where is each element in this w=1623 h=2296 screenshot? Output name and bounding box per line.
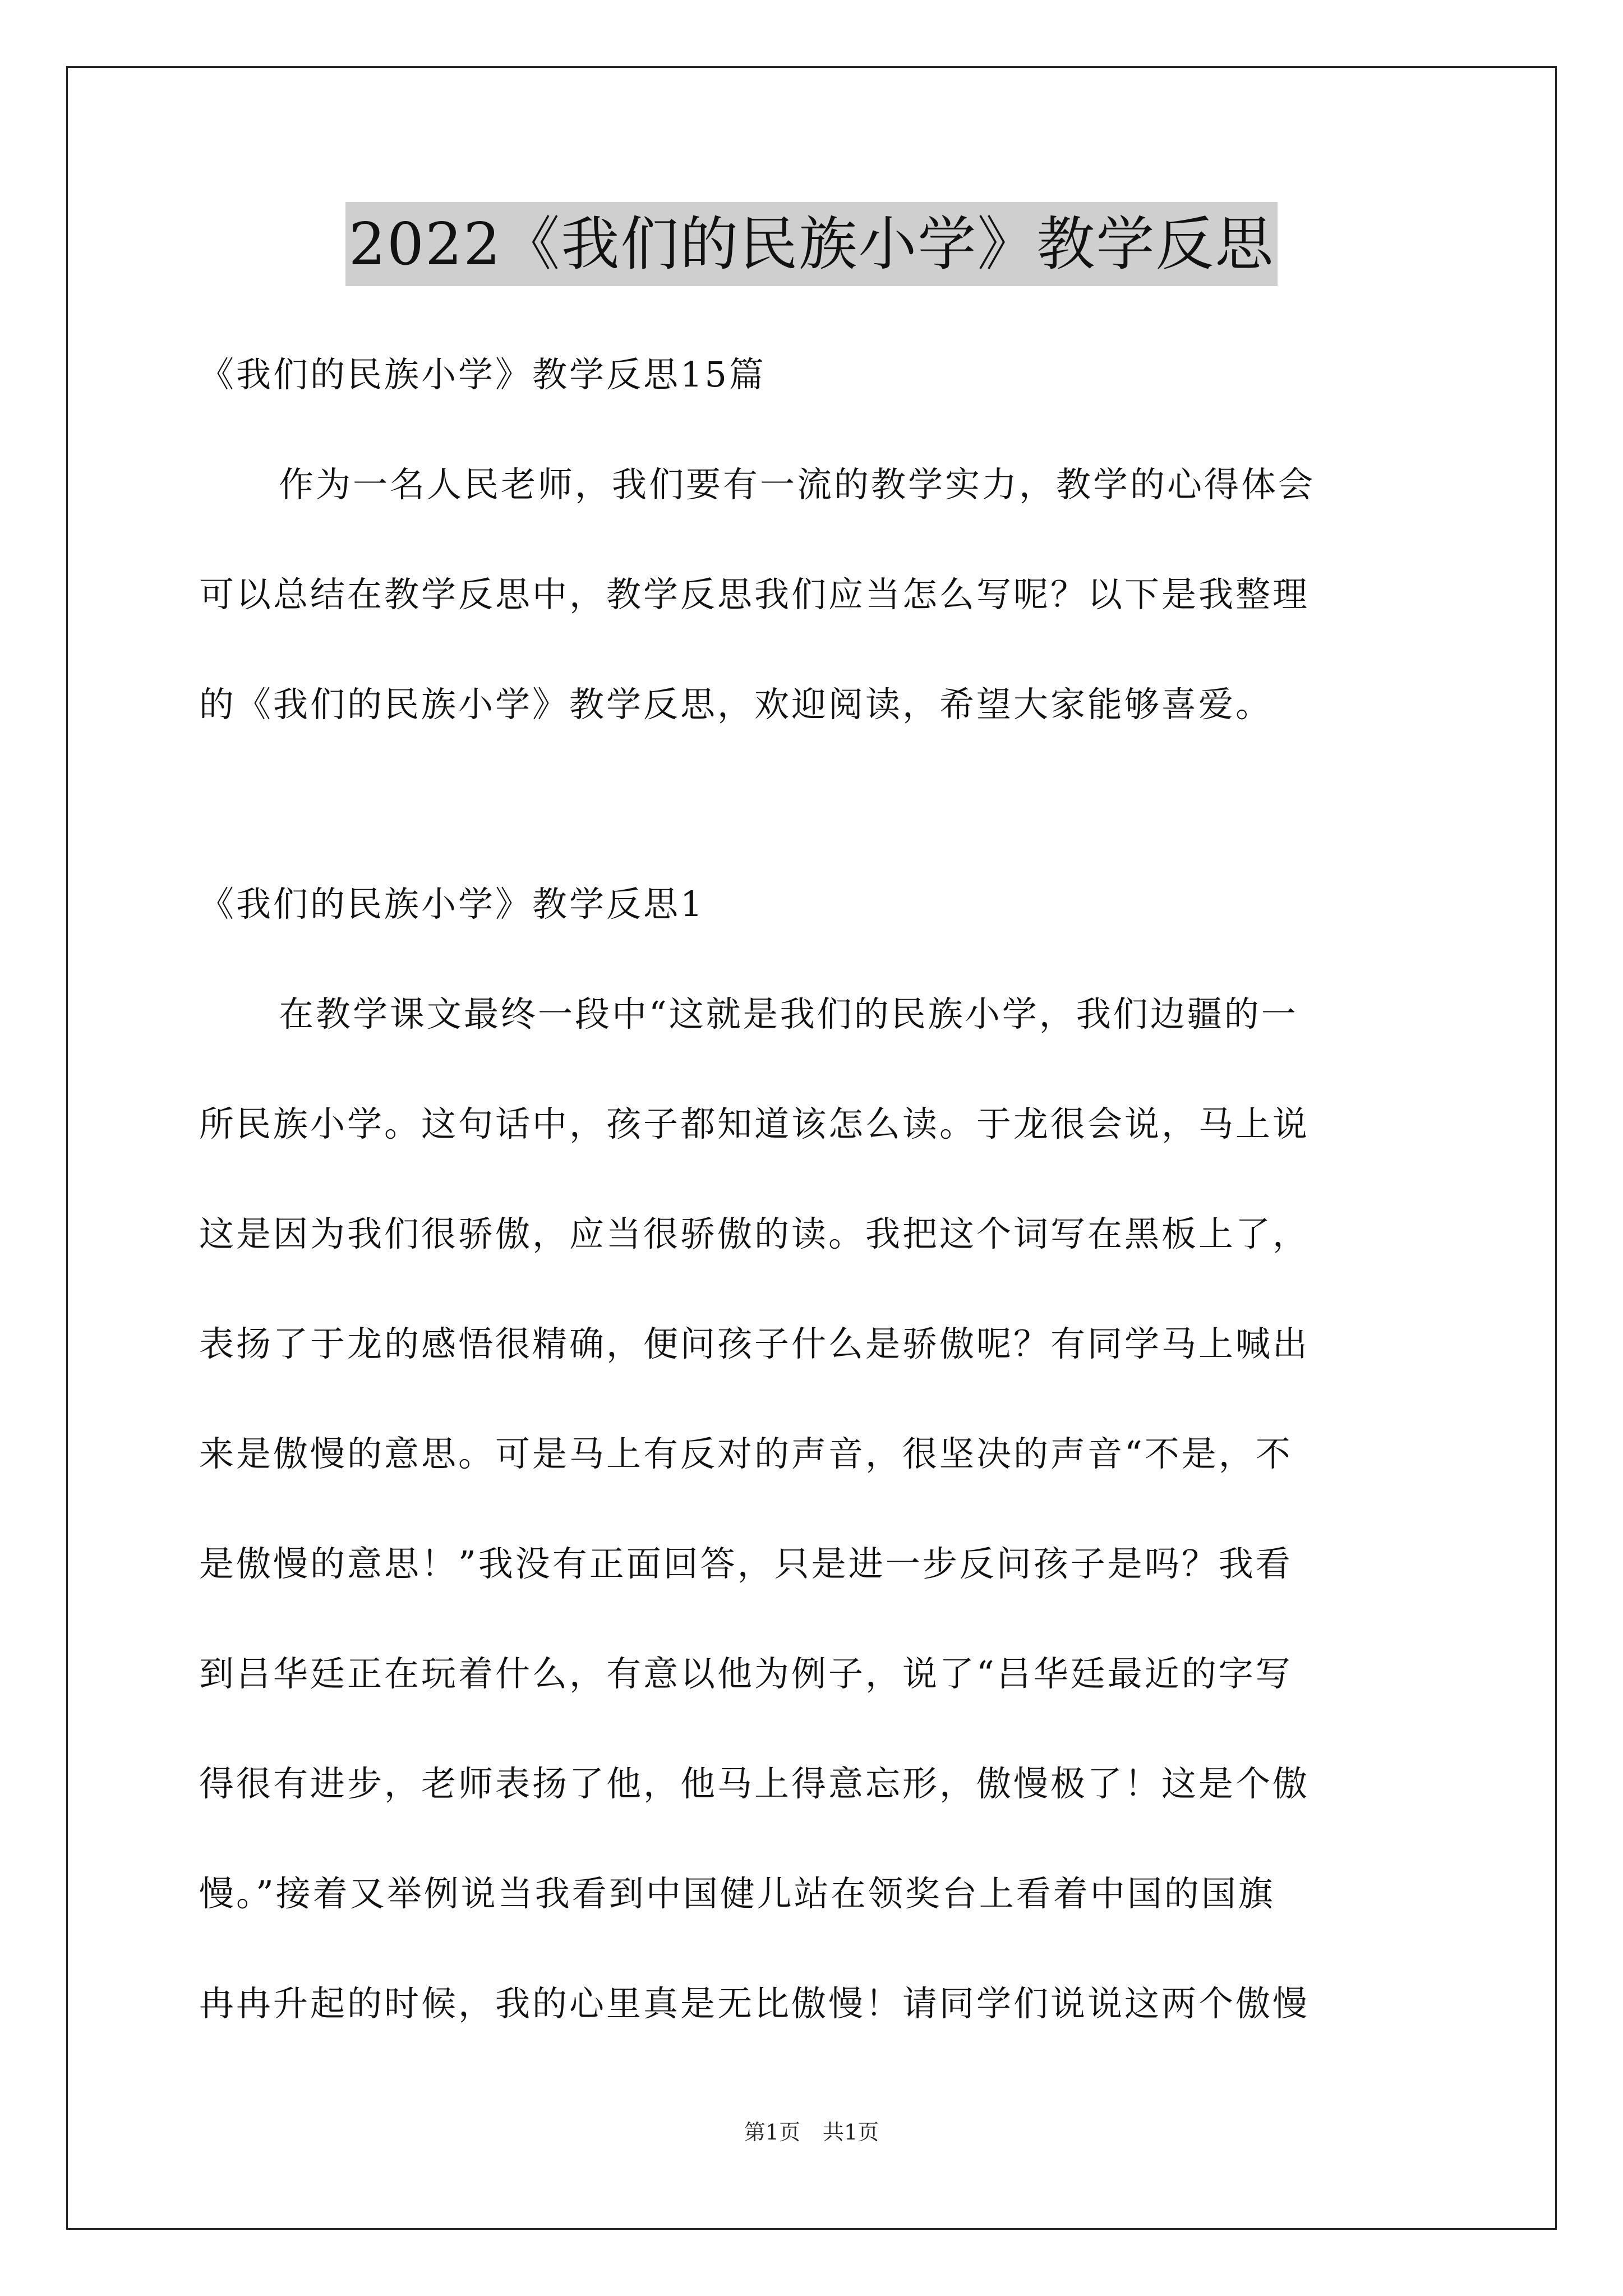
body-line: 表扬了于龙的感悟很精确，便问孩子什么是骄傲呢？有同学马上喊出 <box>199 1323 1310 1364</box>
section-heading: 《我们的民族小学》教学反思1 <box>199 884 705 924</box>
paragraph-gap <box>199 760 1427 849</box>
body-line: 冉冉升起的时候，我的心里真是无比傲慢！请同学们说说这两个傲慢 <box>199 1983 1310 2024</box>
intro-line: 可以总结在教学反思中，教学反思我们应当怎么写呢？以下是我整理 <box>199 574 1310 615</box>
document-body <box>199 320 1427 2059</box>
body-line: 是傲慢的意思！”我没有正面回答，只是进一步反问孩子是吗？我看 <box>199 1543 1293 1584</box>
document-title: 2022《我们的民族小学》教学反思 <box>345 202 1278 286</box>
body-line: 这是因为我们很骄傲，应当很骄傲的读。我把这个词写在黑板上了， <box>199 1213 1310 1254</box>
body-line: 来是傲慢的意思。可是马上有反对的声音，很坚决的声音“不是，不 <box>199 1433 1293 1474</box>
page-footer <box>0 2115 1623 2146</box>
body-line: 在教学课文最终一段中“这就是我们的民族小学，我们边疆的一 <box>279 993 1298 1034</box>
body-line: 得很有进步，老师表扬了他，他马上得意忘形，傲慢极了！这是个傲 <box>199 1763 1310 1804</box>
title-container <box>0 202 1623 286</box>
body-line: 慢。”接着又举例说当我看到中国健儿站在领奖台上看着中国的国旗 <box>199 1873 1275 1914</box>
subtitle: 《我们的民族小学》教学反思15篇 <box>199 354 766 395</box>
body-line: 所民族小学。这句话中，孩子都知道该怎么读。于龙很会说，马上说 <box>199 1103 1310 1144</box>
page-total: 共1页 <box>823 2120 879 2145</box>
body-line: 到吕华廷正在玩着什么，有意以他为例子，说了“吕华廷最近的字写 <box>199 1653 1293 1694</box>
intro-line: 作为一名人民老师，我们要有一流的教学实力，教学的心得体会 <box>279 464 1316 505</box>
intro-line: 的《我们的民族小学》教学反思，欢迎阅读，希望大家能够喜爱。 <box>199 684 1273 725</box>
page-number: 第1页 <box>744 2120 800 2145</box>
